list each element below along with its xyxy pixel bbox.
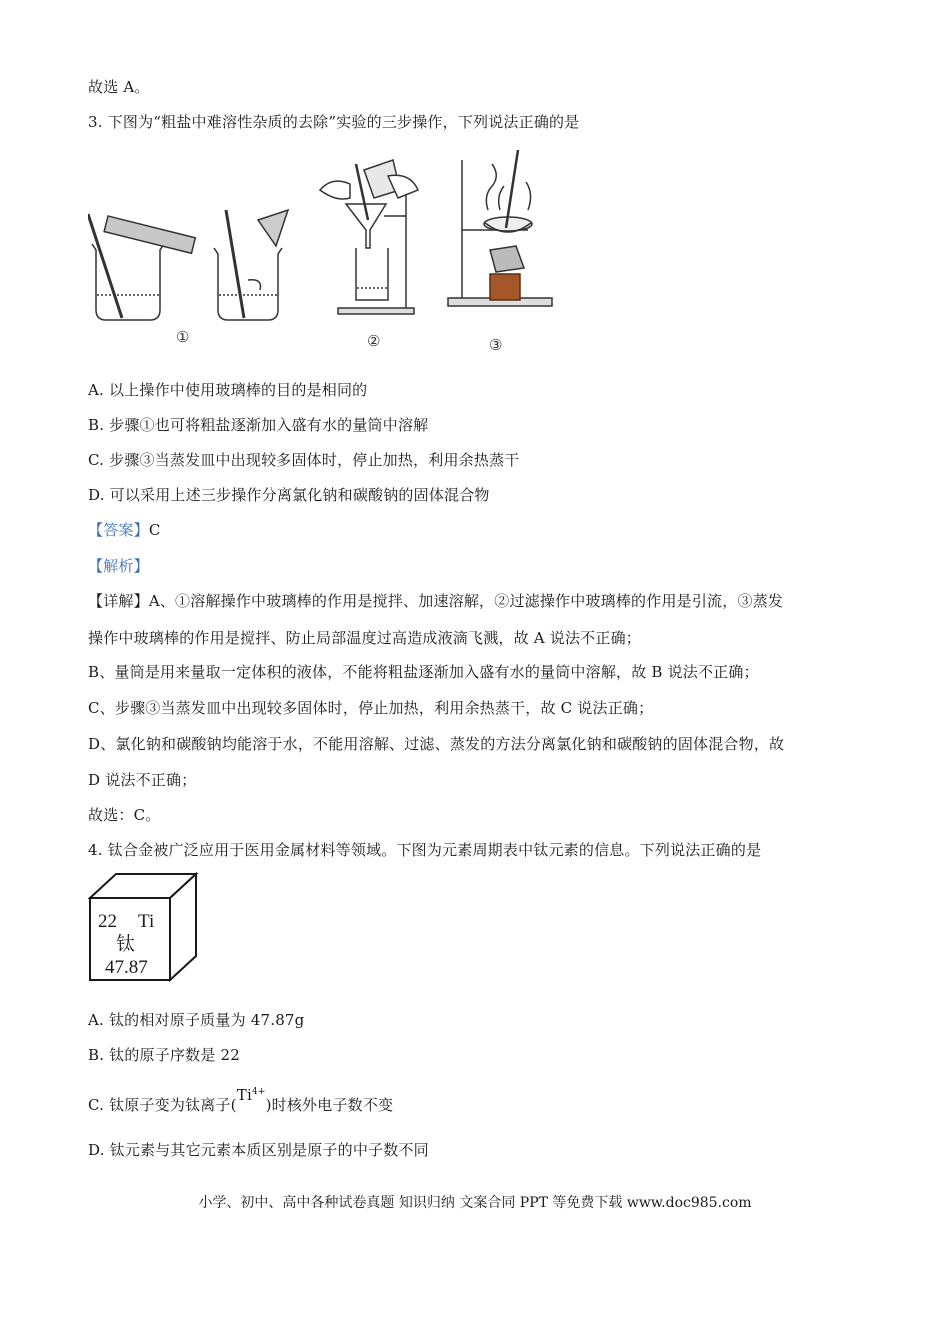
stirring-apparatus (214, 210, 288, 320)
element-cell-cube (88, 872, 200, 984)
experiment-figure (88, 150, 558, 360)
step-3-label: ③ (489, 336, 503, 354)
option-4a: A. 钛的相对原子质量为 47.87g (88, 1011, 305, 1029)
option-4c-suffix: )时核外电子数不变 (265, 1096, 394, 1114)
element-symbol: Ti (138, 911, 155, 932)
detail-line-1 (88, 591, 783, 611)
step-2-label: ② (367, 332, 381, 350)
detail-line-4: C、步骤③当蒸发皿中出现较多固体时，停止加热，利用余热蒸干，故 C 说法正确； (88, 699, 654, 717)
option-3c: C. 步骤③当蒸发皿中出现较多固体时，停止加热，利用余热蒸干 (88, 451, 520, 469)
option-3b: B. 步骤①也可将粗盐逐渐加入盛有水的量筒中溶解 (88, 416, 429, 434)
answer-tag: 【答案】 (88, 521, 149, 539)
answer-value: C (148, 521, 161, 539)
option-4d: D. 钛元素与其它元素本质区别是原子的中子数不同 (88, 1141, 429, 1159)
option-4b: B. 钛的原子序数是 22 (88, 1046, 241, 1064)
dissolve-apparatus (88, 214, 195, 320)
answer-line (88, 520, 161, 540)
filtration-apparatus (320, 160, 418, 314)
titanium-ion: $Ti^{4+}$ (236, 1086, 266, 1104)
atomic-number: 22 (98, 911, 117, 932)
analysis-line (88, 556, 149, 576)
option-4c-prefix: C. 钛原子变为钛离子( (88, 1096, 237, 1114)
detail-line-3: B、量筒是用来量取一定体积的液体，不能将粗盐逐渐加入盛有水的量筒中溶解，故 B 说法不正确； (88, 663, 759, 681)
atomic-mass: 47.87 (105, 957, 148, 978)
option-3d: D. 可以采用上述三步操作分离氯化钠和碳酸钠的固体混合物 (88, 486, 490, 504)
previous-answer: 故选 A。 (88, 78, 150, 96)
option-3a: A. 以上操作中使用玻璃棒的目的是相同的 (88, 381, 368, 399)
detail-line-5: D、氯化钠和碳酸钠均能溶于水，不能用溶解、过滤、蒸发的方法分离氯化钠和碳酸钠的固体混合物，故 (88, 735, 785, 753)
step-1-label: ① (176, 328, 190, 346)
ion-charge: 4+ (251, 1087, 266, 1097)
detail-tag: 【详解】 (88, 592, 149, 610)
question-3-stem: 3. 下图为“粗盐中难溶性杂质的去除”实验的三步操作，下列说法正确的是 (88, 113, 580, 131)
detail-line-6: D 说法不正确； (88, 771, 197, 789)
detail-text-1: A、①溶解操作中玻璃棒的作用是搅拌、加速溶解，②过滤操作中玻璃棒的作用是引流，③蒸发 (148, 592, 784, 610)
evaporation-apparatus (448, 150, 552, 306)
choose-line: 故选：C。 (88, 806, 161, 824)
detail-line-2: 操作中玻璃棒的作用是搅拌、防止局部温度过高造成液滴飞溅，故 A 说法不正确； (88, 629, 641, 647)
analysis-tag: 【解析】 (88, 557, 149, 575)
page-footer: 小学、初中、高中各种试卷真题 知识归纳 文案合同 PPT 等免费下载 www.doc985.com (198, 1195, 752, 1211)
option-4c (88, 1086, 394, 1115)
question-4-stem: 4. 钛合金被广泛应用于医用金属材料等领域。下图为元素周期表中钛元素的信息。下列说法正确的是 (88, 841, 762, 859)
element-name: 钛 (116, 934, 136, 955)
